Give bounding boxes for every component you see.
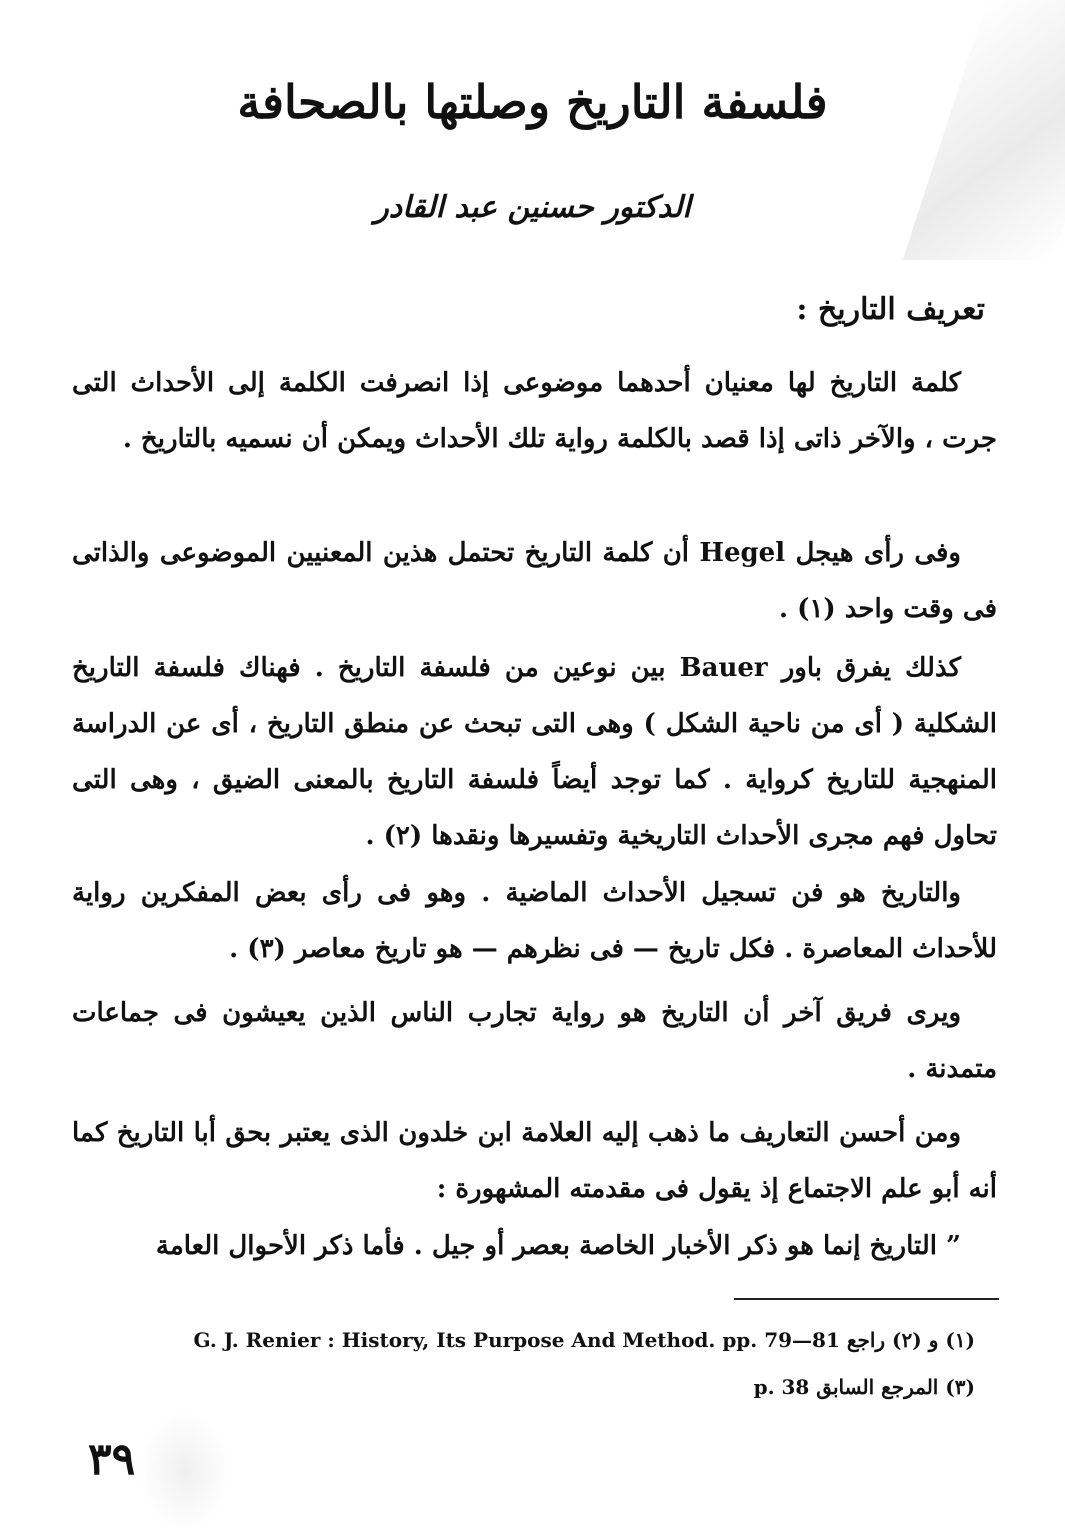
section-heading: تعريف التاريخ : [796,292,985,327]
article-title: فلسفة التاريخ وصلتها بالصحافة [237,75,828,129]
paragraph-1 [72,355,997,467]
paragraph-text: وفى رأى هيجل Hegel أن كلمة التاريخ تحتمل هذين المعنيين الموضوعى والذاتى فى وقت واحد (١) . [72,538,997,624]
paragraph-6 [72,1105,997,1217]
author-name: الدكتور حسنين عبد القادر [374,190,691,225]
page-number: ٣٩ [88,1434,136,1485]
paragraph-4 [72,865,997,977]
footnote-divider [734,1298,999,1300]
footnote-2-reference: p. 38 [753,1375,810,1399]
footnote-1-reference: G. J. Renier : History, Its Purpose And Method. pp. 79—81 [193,1328,840,1352]
paragraph-text: كلمة التاريخ لها معنيان أحدهما موضوعى إذا انصرفت الكلمة إلى الأحداث التى جرت ، والآخر ذاتى إذا قصد بالكلمة رواية تلك الأحداث ويمكن أن نسميه بالتاريخ . [72,368,997,454]
scan-shadow-mark-bottom [140,1411,230,1531]
paragraph-7 [72,1218,997,1274]
paragraph-5 [72,985,997,1097]
footnote-2-label: (٣) المرجع السابق [816,1375,975,1399]
paragraph-text: كذلك يفرق باور Bauer بين نوعين من فلسفة التاريخ . فهناك فلسفة التاريخ الشكلية ( أى من ناحية الشكل ) وهى التى تبحث عن منطق التاريخ ، أى عن الدراسة المنهجية للتاريخ كرواية . كما توجد أيضاً فلسفة التاريخ بالمعنى الضيق ، وهى التى تحاول فهم مجرى الأحداث التاريخية وتفسيرها ونقدها (٢) . [72,653,997,851]
footnote-1 [75,1325,975,1355]
paragraph-text: ومن أحسن التعاريف ما ذهب إليه العلامة ابن خلدون الذى يعتبر بحق أبا التاريخ كما أنه أبو علم الاجتماع إذ يقول فى مقدمته المشهورة : [72,1118,997,1204]
footnote-1-label: (١) و (٢) راجع [846,1328,975,1352]
paragraph-text: ويرى فريق آخر أن التاريخ هو رواية تجارب الناس الذين يعيشون فى جماعات متمدنة . [72,998,997,1084]
paragraph-text: ” التاريخ إنما هو ذكر الأخبار الخاصة بعصر أو جيل . فأما ذكر الأحوال العامة [155,1231,961,1261]
paragraph-3 [72,640,997,864]
paragraph-text: والتاريخ هو فن تسجيل الأحداث الماضية . وهو فى رأى بعض المفكرين رواية للأحداث المعاصرة . فكل تاريخ — فى نظرهم — هو تاريخ معاصر (٣) . [72,878,997,964]
footnote-2 [75,1372,975,1402]
paragraph-2 [72,525,997,637]
